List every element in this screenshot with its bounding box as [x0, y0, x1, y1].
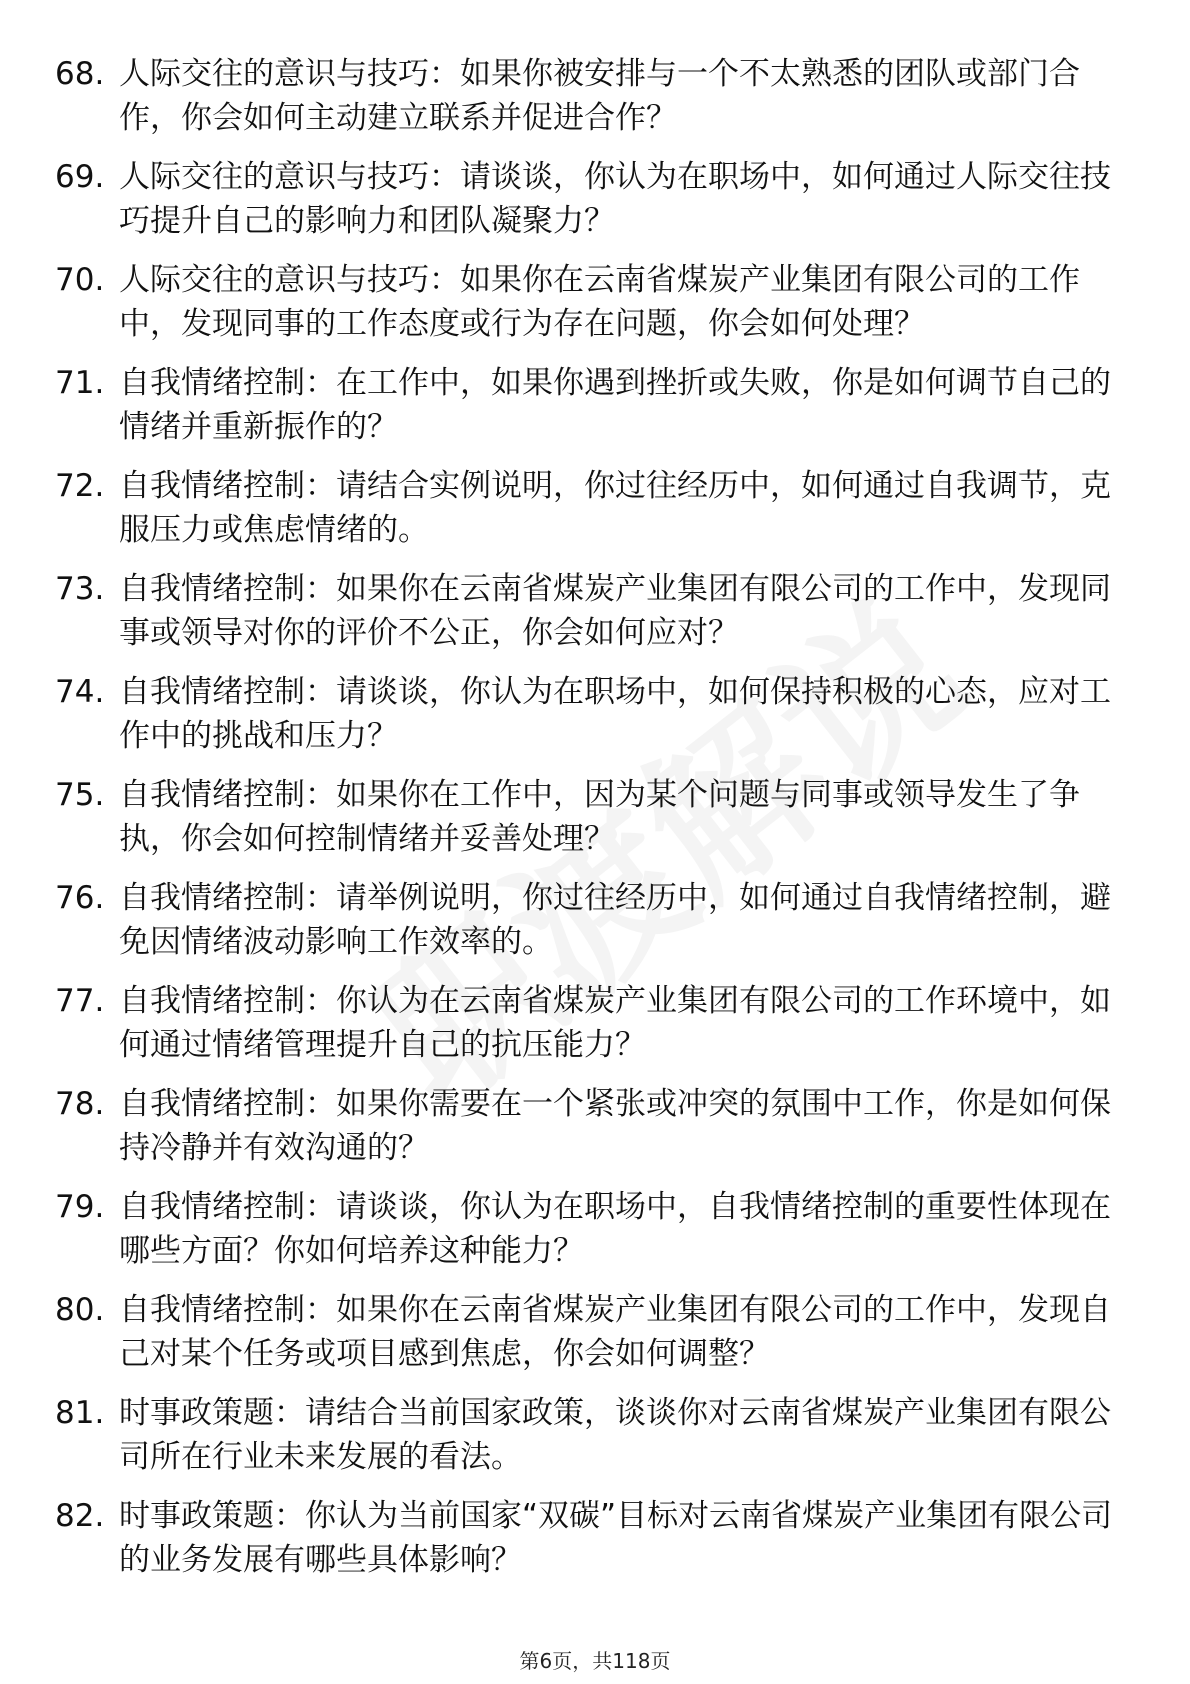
question-item: [55, 1288, 1115, 1376]
question-number: 78.: [55, 1086, 105, 1122]
question-item: [55, 773, 1115, 861]
question-text: 自我情绪控制：请结合实例说明，你过往经历中，如何通过自我调节，克服压力或焦虑情绪的。: [119, 468, 1111, 548]
question-item: [55, 52, 1115, 140]
question-item: [55, 567, 1115, 655]
question-number: 81.: [55, 1395, 105, 1431]
question-number: 68.: [55, 56, 105, 92]
question-item: [55, 258, 1115, 346]
question-number: 77.: [55, 983, 105, 1019]
question-number: 74.: [55, 674, 105, 710]
question-number: 69.: [55, 159, 105, 195]
question-item: [55, 361, 1115, 449]
question-text: 自我情绪控制：请谈谈，你认为在职场中，如何保持积极的心态，应对工作中的挑战和压力？: [119, 674, 1111, 754]
question-item: [55, 1494, 1115, 1582]
question-text: 时事政策题：请结合当前国家政策，谈谈你对云南省煤炭产业集团有限公司所在行业未来发展的看法。: [119, 1395, 1111, 1475]
question-text: 自我情绪控制：在工作中，如果你遇到挫折或失败，你是如何调节自己的情绪并重新振作的？: [119, 365, 1111, 445]
question-text: 自我情绪控制：请谈谈，你认为在职场中，自我情绪控制的重要性体现在哪些方面？你如何培养这种能力？: [119, 1189, 1111, 1269]
question-item: [55, 464, 1115, 552]
question-item: [55, 670, 1115, 758]
question-item: [55, 1082, 1115, 1170]
question-number: 71.: [55, 365, 105, 401]
question-text: 人际交往的意识与技巧：如果你被安排与一个不太熟悉的团队或部门合作，你会如何主动建立联系并促进合作？: [119, 56, 1080, 136]
question-item: [55, 1185, 1115, 1273]
question-text: 自我情绪控制：如果你需要在一个紧张或冲突的氛围中工作，你是如何保持冷静并有效沟通的？: [119, 1086, 1111, 1166]
question-text: 自我情绪控制：如果你在云南省煤炭产业集团有限公司的工作中，发现同事或领导对你的评价不公正，你会如何应对？: [119, 571, 1111, 651]
question-text: 人际交往的意识与技巧：请谈谈，你认为在职场中，如何通过人际交往技巧提升自己的影响力和团队凝聚力？: [119, 159, 1111, 239]
question-number: 79.: [55, 1189, 105, 1225]
question-item: [55, 876, 1115, 964]
question-text: 时事政策题：你认为当前国家“双碳”目标对云南省煤炭产业集团有限公司的业务发展有哪些具体影响？: [119, 1498, 1113, 1578]
question-list: [55, 52, 1115, 1597]
question-number: 76.: [55, 880, 105, 916]
question-text: 自我情绪控制：如果你在工作中，因为某个问题与同事或领导发生了争执，你会如何控制情绪并妥善处理？: [119, 777, 1080, 857]
question-text: 自我情绪控制：如果你在云南省煤炭产业集团有限公司的工作中，发现自己对某个任务或项目感到焦虑，你会如何调整？: [119, 1292, 1111, 1372]
question-item: [55, 155, 1115, 243]
question-text: 自我情绪控制：请举例说明，你过往经历中，如何通过自我情绪控制，避免因情绪波动影响工作效率的。: [119, 880, 1111, 960]
question-number: 70.: [55, 262, 105, 298]
question-item: [55, 979, 1115, 1067]
question-text: 自我情绪控制：你认为在云南省煤炭产业集团有限公司的工作环境中，如何通过情绪管理提升自己的抗压能力？: [119, 983, 1111, 1063]
page-number-footer: 第6页，共118页: [519, 1649, 671, 1673]
question-number: 72.: [55, 468, 105, 504]
question-number: 75.: [55, 777, 105, 813]
question-number: 80.: [55, 1292, 105, 1328]
question-number: 82.: [55, 1498, 105, 1534]
question-item: [55, 1391, 1115, 1479]
question-number: 73.: [55, 571, 105, 607]
question-text: 人际交往的意识与技巧：如果你在云南省煤炭产业集团有限公司的工作中，发现同事的工作态度或行为存在问题，你会如何处理？: [119, 262, 1080, 342]
